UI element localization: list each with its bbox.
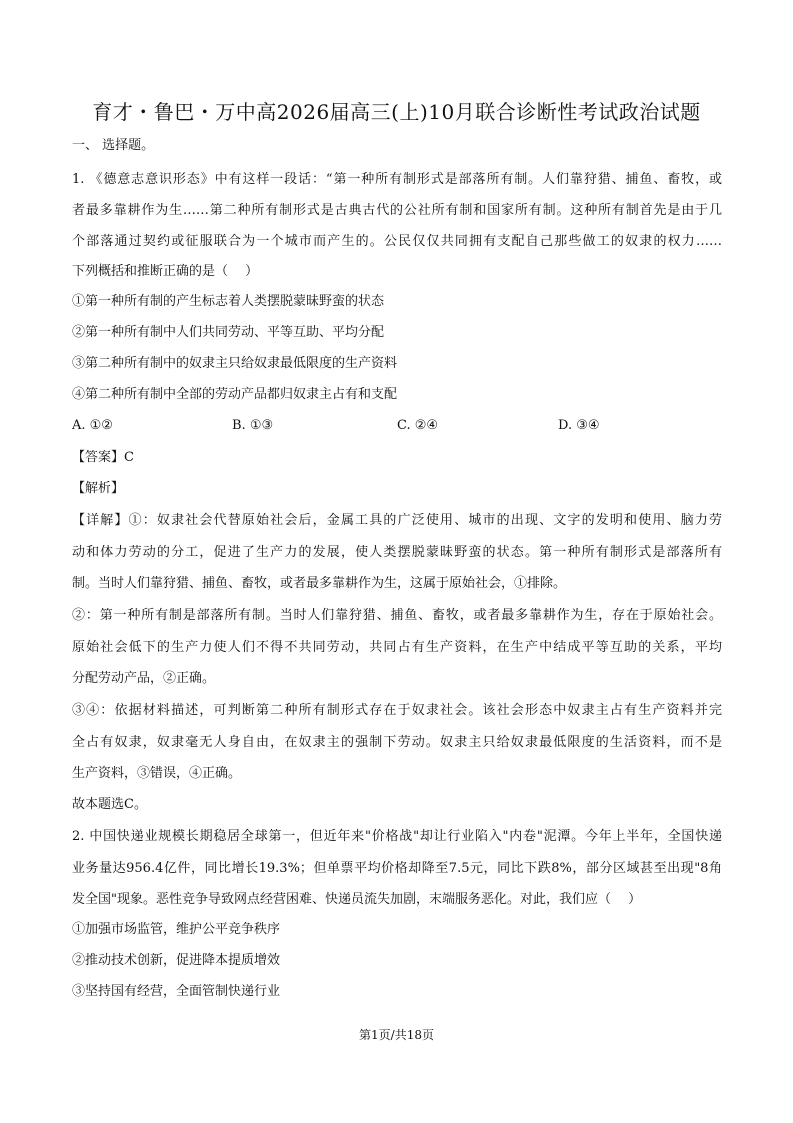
q1-stem-line: 个部落通过契约或征服联合为一个城市而产生的。公民仅仅共同拥有支配自己那些做工的奴隶的权力…… — [72, 234, 722, 249]
q1-option-c: C. ②④ — [397, 418, 439, 433]
page-title: 育才・鲁巴・万中高2026届高三(上)10月联合诊断性考试政治试题 — [92, 100, 701, 124]
q1-stem-line: 1. 《德意志意识形态》中有这样一段话：“第一种所有制形式是部落所有制。人们靠狩猎、捕鱼、畜牧，或 — [72, 172, 722, 187]
q1-conclusion: 故本题选C。 — [72, 797, 147, 812]
q1-detail-line: 生产资料，③错误，④正确。 — [72, 766, 242, 781]
q2-statement: ③坚持国有经营，全面管制快递行业 — [72, 984, 281, 999]
q1-detail-line: 原始社会低下的生产力使人们不得不共同劳动，共同占有生产资料，在生产中结成平等互助的关系，平均 — [72, 640, 722, 655]
q1-stem-line: 者最多靠耕作为生……第二种所有制形式是古典古代的公社所有制和国家所有制。这种所有制首先是由于几 — [72, 203, 722, 218]
q1-detail-line: 全占有奴隶，奴隶毫无人身自由，在奴隶主的强制下劳动。奴隶主只给奴隶最低限度的生活资料，而不是 — [72, 735, 722, 750]
q1-detail-line: 制。当时人们靠狩猎、捕鱼、畜牧，或者最多靠耕作为生，这属于原始社会，①排除。 — [72, 576, 567, 591]
q1-options — [72, 418, 722, 434]
section-heading: 一、 选择题。 — [72, 138, 155, 153]
q2-statement: ①加强市场监管，维护公平竞争秩序 — [72, 922, 281, 937]
q1-statement: ②第一种所有制中人们共同劳动、平等互助、平均分配 — [72, 325, 385, 340]
q1-detail-line: ②：第一种所有制是部落所有制。当时人们靠狩猎、捕鱼、畜牧，或者最多靠耕作为生，存在于原始社会。 — [72, 608, 722, 623]
q2-stem-line: 2. 中国快递业规模长期稳居全球第一，但近年来"价格战"却让行业陷入"内卷"泥潭。今年上半年，全国快递 — [72, 829, 722, 844]
q2-statement: ②推动技术创新，促进降本提质增效 — [72, 953, 281, 968]
q1-option-d: D. ③④ — [558, 418, 600, 433]
q1-answer: 【答案】C — [72, 450, 134, 465]
page-footer: 第1页/共18页 — [359, 1028, 434, 1042]
q1-statement: ③第二种所有制中的奴隶主只给奴隶最低限度的生产资料 — [72, 356, 398, 371]
q1-detail-line: 动和体力劳动的分工，促进了生产力的发展，使人类摆脱蒙昧野蛮的状态。第一种所有制形式是部落所有 — [72, 545, 722, 560]
q1-statement: ①第一种所有制的产生标志着人类摆脱蒙昧野蛮的状态 — [72, 294, 385, 309]
q2-stem-line: 业务量达956.4亿件，同比增长19.3%；但单票平均价格却降至7.5元，同比下跌8%，部分区域甚至出现"8角 — [72, 861, 722, 876]
q1-detail-line: 分配劳动产品，②正确。 — [72, 671, 216, 686]
q1-statement: ④第二种所有制中全部的劳动产品都归奴隶主占有和支配 — [72, 387, 398, 402]
q1-analysis-label: 【解析】 — [72, 481, 125, 496]
q1-option-a: A. ①② — [72, 418, 113, 433]
q1-stem-line: 下列概括和推断正确的是（ ） — [72, 264, 259, 279]
q1-detail-line: ③④：依据材料描述，可判断第二种所有制形式存在于奴隶社会。该社会形态中奴隶主占有生产资料并完 — [72, 703, 722, 718]
q1-detail-line: 【详解】①：奴隶社会代替原始社会后，金属工具的广泛使用、城市的出现、文字的发明和使用、脑力劳 — [72, 513, 722, 528]
q2-stem-line: 发全国"现象。恶性竞争导致网点经营困难、快递员流失加剧，末端服务恶化。对此，我们应（ ） — [72, 892, 642, 907]
q1-option-b: B. ①③ — [232, 418, 274, 433]
